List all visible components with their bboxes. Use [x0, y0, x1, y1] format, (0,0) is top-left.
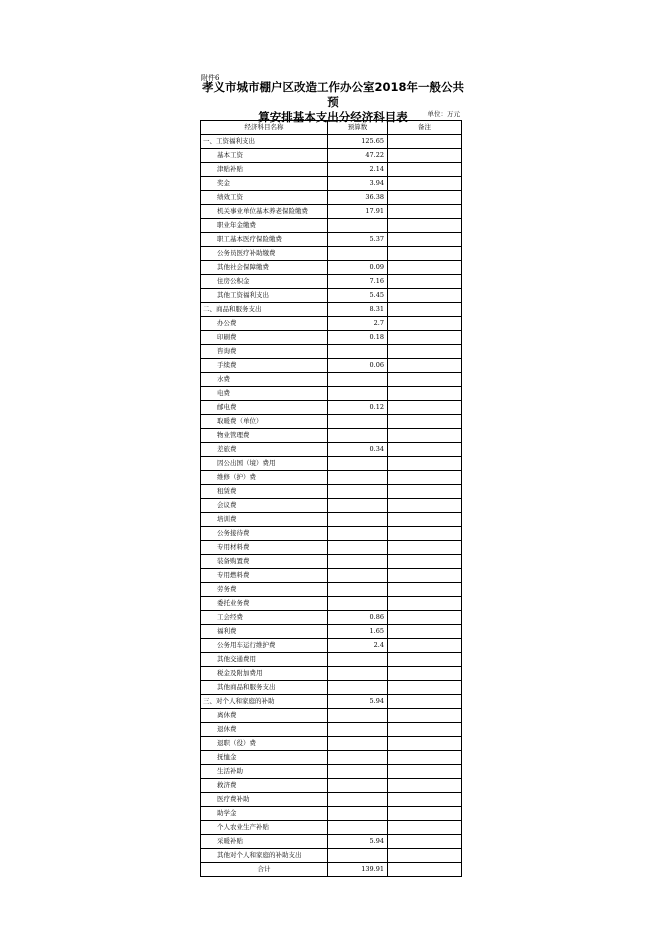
row-name: 救济费 [201, 779, 328, 793]
row-name: 其他社会保障缴费 [201, 261, 328, 275]
row-name: 办公费 [201, 317, 328, 331]
row-amount: 125.65 [328, 135, 388, 149]
row-amount [328, 219, 388, 233]
row-note [388, 471, 462, 485]
row-amount [328, 471, 388, 485]
row-name: 装备购置费 [201, 555, 328, 569]
header-name: 经济科目名称 [201, 121, 328, 135]
total-amount: 139.91 [328, 863, 388, 877]
table-row [201, 275, 462, 289]
row-note [388, 135, 462, 149]
table-row [201, 849, 462, 863]
row-amount [328, 485, 388, 499]
row-amount: 2.7 [328, 317, 388, 331]
total-note [388, 863, 462, 877]
row-name: 助学金 [201, 807, 328, 821]
row-name: 津贴补贴 [201, 163, 328, 177]
row-amount [328, 779, 388, 793]
row-note [388, 723, 462, 737]
row-amount [328, 681, 388, 695]
table-row [201, 415, 462, 429]
row-amount [328, 709, 388, 723]
table-row [201, 597, 462, 611]
row-name: 奖金 [201, 177, 328, 191]
row-name: 委托业务费 [201, 597, 328, 611]
row-note [388, 807, 462, 821]
table-row [201, 457, 462, 471]
row-amount [328, 499, 388, 513]
header-amount: 预算数 [328, 121, 388, 135]
row-note [388, 415, 462, 429]
row-note [388, 695, 462, 709]
budget-table-body [201, 121, 462, 877]
row-name: 生活补助 [201, 765, 328, 779]
row-name: 其他工资福利支出 [201, 289, 328, 303]
table-row [201, 709, 462, 723]
row-amount: 1.65 [328, 625, 388, 639]
row-name: 专用燃料费 [201, 569, 328, 583]
row-amount: 47.22 [328, 149, 388, 163]
row-note [388, 233, 462, 247]
row-amount [328, 583, 388, 597]
row-note [388, 597, 462, 611]
row-note [388, 667, 462, 681]
table-row [201, 247, 462, 261]
row-name: 个人农业生产补贴 [201, 821, 328, 835]
row-note [388, 373, 462, 387]
total-label: 合计 [201, 863, 328, 877]
row-amount [328, 667, 388, 681]
row-amount: 8.31 [328, 303, 388, 317]
row-amount: 7.16 [328, 275, 388, 289]
row-amount: 36.38 [328, 191, 388, 205]
table-row [201, 765, 462, 779]
table-row [201, 401, 462, 415]
row-amount [328, 849, 388, 863]
row-name: 离休费 [201, 709, 328, 723]
row-amount: 0.12 [328, 401, 388, 415]
row-amount [328, 387, 388, 401]
header-note: 备注 [388, 121, 462, 135]
row-amount: 5.94 [328, 835, 388, 849]
row-note [388, 359, 462, 373]
table-row [201, 793, 462, 807]
row-note [388, 205, 462, 219]
row-name: 邮电费 [201, 401, 328, 415]
row-name: 基本工资 [201, 149, 328, 163]
row-amount: 0.86 [328, 611, 388, 625]
table-row [201, 751, 462, 765]
row-note [388, 681, 462, 695]
row-name: 二、商品和服务支出 [201, 303, 328, 317]
table-row [201, 499, 462, 513]
row-note [388, 849, 462, 863]
row-name: 培训费 [201, 513, 328, 527]
title-line-2: 算安排基本支出分经济科目表 [258, 110, 408, 124]
row-name: 取暖费（单位） [201, 415, 328, 429]
row-amount [328, 415, 388, 429]
table-row [201, 219, 462, 233]
table-row [201, 261, 462, 275]
table-row [201, 443, 462, 457]
table-row [201, 149, 462, 163]
table-row [201, 555, 462, 569]
row-name: 公务接待费 [201, 527, 328, 541]
row-amount [328, 373, 388, 387]
row-note [388, 219, 462, 233]
row-amount [328, 345, 388, 359]
table-row [201, 681, 462, 695]
row-note [388, 443, 462, 457]
row-amount [328, 793, 388, 807]
table-row [201, 135, 462, 149]
row-name: 因公出国（境）费用 [201, 457, 328, 471]
table-row [201, 835, 462, 849]
unit-label: 单位：万元 [427, 110, 460, 118]
row-name: 租赁费 [201, 485, 328, 499]
row-note [388, 569, 462, 583]
table-row [201, 289, 462, 303]
row-name: 手续费 [201, 359, 328, 373]
row-amount [328, 429, 388, 443]
row-name: 专用材料费 [201, 541, 328, 555]
row-note [388, 779, 462, 793]
table-row [201, 611, 462, 625]
table-row [201, 625, 462, 639]
row-name: 退休费 [201, 723, 328, 737]
row-note [388, 709, 462, 723]
table-row [201, 737, 462, 751]
row-note [388, 261, 462, 275]
row-name: 机关事业单位基本养老保险缴费 [201, 205, 328, 219]
row-name: 医疗费补助 [201, 793, 328, 807]
table-row [201, 821, 462, 835]
row-note [388, 583, 462, 597]
row-note [388, 611, 462, 625]
table-row [201, 541, 462, 555]
row-name: 税金及附加费用 [201, 667, 328, 681]
row-note [388, 821, 462, 835]
total-row [201, 863, 462, 877]
row-amount: 5.94 [328, 695, 388, 709]
table-row [201, 653, 462, 667]
table-row [201, 177, 462, 191]
table-row [201, 205, 462, 219]
table-row [201, 695, 462, 709]
row-name: 福利费 [201, 625, 328, 639]
row-name: 三、对个人和家庭的补助 [201, 695, 328, 709]
row-name: 物业管理费 [201, 429, 328, 443]
row-amount: 5.45 [328, 289, 388, 303]
row-name: 退职（役）费 [201, 737, 328, 751]
row-note [388, 163, 462, 177]
row-note [388, 303, 462, 317]
row-note [388, 499, 462, 513]
row-amount: 0.09 [328, 261, 388, 275]
table-row [201, 807, 462, 821]
table-row [201, 779, 462, 793]
table-row [201, 513, 462, 527]
table-row [201, 723, 462, 737]
row-name: 维修（护）费 [201, 471, 328, 485]
table-header-row [201, 121, 462, 135]
row-name: 职业年金缴费 [201, 219, 328, 233]
row-note [388, 513, 462, 527]
table-row [201, 345, 462, 359]
budget-table [200, 120, 462, 877]
row-note [388, 149, 462, 163]
row-note [388, 401, 462, 415]
row-amount [328, 737, 388, 751]
row-name: 差旅费 [201, 443, 328, 457]
row-note [388, 527, 462, 541]
page-title [198, 80, 468, 125]
table-row [201, 387, 462, 401]
row-amount [328, 555, 388, 569]
row-name: 水费 [201, 373, 328, 387]
row-amount: 2.14 [328, 163, 388, 177]
row-name: 其他交通费用 [201, 653, 328, 667]
row-note [388, 737, 462, 751]
row-note [388, 639, 462, 653]
row-name: 其他对个人和家庭的补助支出 [201, 849, 328, 863]
row-name: 抚恤金 [201, 751, 328, 765]
table-row [201, 191, 462, 205]
row-note [388, 317, 462, 331]
row-note [388, 387, 462, 401]
row-name: 绩效工资 [201, 191, 328, 205]
row-amount: 17.91 [328, 205, 388, 219]
row-note [388, 429, 462, 443]
row-amount: 0.18 [328, 331, 388, 345]
row-name: 劳务费 [201, 583, 328, 597]
row-name: 印刷费 [201, 331, 328, 345]
table-row [201, 331, 462, 345]
row-amount [328, 569, 388, 583]
table-row [201, 303, 462, 317]
row-amount [328, 807, 388, 821]
row-amount: 3.94 [328, 177, 388, 191]
row-note [388, 793, 462, 807]
row-amount [328, 723, 388, 737]
row-amount: 2.4 [328, 639, 388, 653]
row-amount: 0.06 [328, 359, 388, 373]
row-amount [328, 653, 388, 667]
row-name: 电费 [201, 387, 328, 401]
row-note [388, 653, 462, 667]
row-amount: 0.34 [328, 443, 388, 457]
title-line-1: 孝义市城市棚户区改造工作办公室2018年一般公共预 [201, 80, 464, 109]
row-amount: 5.37 [328, 233, 388, 247]
table-row [201, 639, 462, 653]
row-name: 住房公积金 [201, 275, 328, 289]
table-row [201, 471, 462, 485]
table-row [201, 317, 462, 331]
row-note [388, 625, 462, 639]
row-amount [328, 541, 388, 555]
row-amount [328, 513, 388, 527]
attachment-label: 附件6 [201, 74, 220, 82]
row-note [388, 331, 462, 345]
row-note [388, 275, 462, 289]
row-note [388, 345, 462, 359]
row-amount [328, 597, 388, 611]
row-amount [328, 247, 388, 261]
row-note [388, 247, 462, 261]
row-amount [328, 821, 388, 835]
table-row [201, 233, 462, 247]
row-name: 其他商品和服务支出 [201, 681, 328, 695]
row-note [388, 765, 462, 779]
table-row [201, 569, 462, 583]
row-note [388, 457, 462, 471]
row-note [388, 751, 462, 765]
table-row [201, 485, 462, 499]
row-note [388, 835, 462, 849]
row-note [388, 191, 462, 205]
row-amount [328, 751, 388, 765]
table-row [201, 583, 462, 597]
row-note [388, 289, 462, 303]
row-note [388, 177, 462, 191]
table-row [201, 429, 462, 443]
row-amount [328, 527, 388, 541]
row-name: 咨询费 [201, 345, 328, 359]
row-name: 工会经费 [201, 611, 328, 625]
table-row [201, 527, 462, 541]
row-name: 职工基本医疗保险缴费 [201, 233, 328, 247]
table-row [201, 359, 462, 373]
table-row [201, 667, 462, 681]
table-row [201, 373, 462, 387]
row-name: 会议费 [201, 499, 328, 513]
row-note [388, 555, 462, 569]
row-amount [328, 765, 388, 779]
row-name: 采暖补贴 [201, 835, 328, 849]
row-note [388, 541, 462, 555]
row-amount [328, 457, 388, 471]
row-name: 公务用车运行维护费 [201, 639, 328, 653]
row-note [388, 485, 462, 499]
table-row [201, 163, 462, 177]
row-name: 公务员医疗补助缴费 [201, 247, 328, 261]
row-name: 一、工资福利支出 [201, 135, 328, 149]
